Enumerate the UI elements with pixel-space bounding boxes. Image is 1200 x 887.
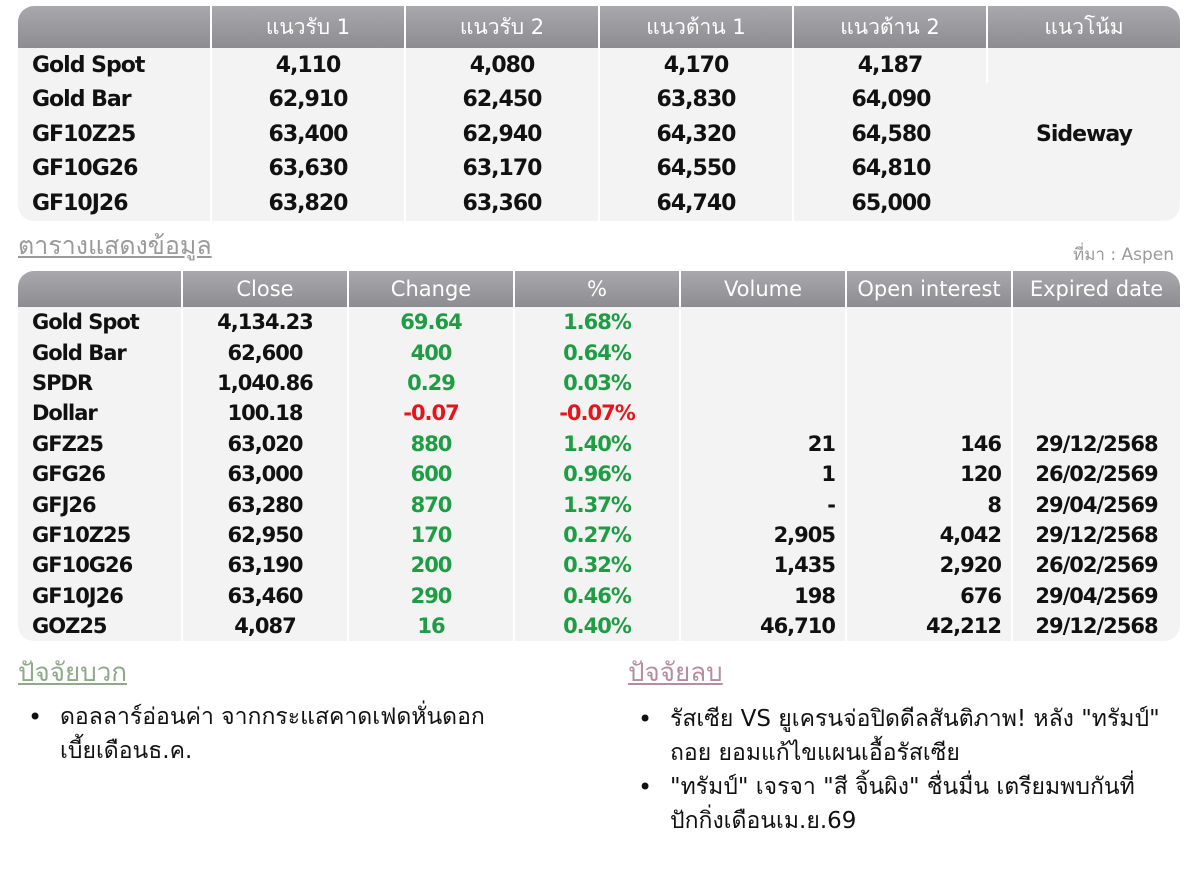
positive-factors-list [18,700,518,768]
open-interest-value [847,368,1013,398]
table-row [18,48,1180,83]
close-value: 63,020 [183,429,349,459]
section-title: ตารางแสดงข้อมูล [18,231,212,260]
instrument-name: GFZ25 [18,429,183,459]
resistance-1-value: 64,740 [600,186,794,221]
open-interest-value: 8 [847,489,1013,519]
negative-factors-title: ปัจจัยลบ [628,658,723,688]
resistance-1-value: 4,170 [600,48,794,83]
resistance-2-value: 64,810 [794,152,988,187]
volume-value: 2,905 [681,520,847,550]
expired-date-value: 26/02/2569 [1013,459,1180,489]
instrument-name: Gold Spot [18,48,212,83]
expired-date-value: 29/12/2568 [1013,429,1180,459]
change-value: 200 [349,550,515,580]
open-interest-value: 676 [847,581,1013,611]
close-value: 62,600 [183,337,349,367]
header-trend: แนวโน้ม [988,6,1180,48]
close-value: 4,134.23 [183,307,349,337]
instrument-name: GF10J26 [18,186,212,221]
table-row [18,550,1180,580]
close-value: 100.18 [183,398,349,428]
table-row [18,459,1180,489]
percent-value: -0.07% [515,398,681,428]
support-table-header [18,6,1180,48]
close-value: 4,087 [183,611,349,641]
instrument-name: Gold Spot [18,307,183,337]
close-value: 63,000 [183,459,349,489]
expired-date-value: 29/12/2568 [1013,520,1180,550]
instrument-name: GOZ25 [18,611,183,641]
change-value: 880 [349,429,515,459]
percent-value: 0.96% [515,459,681,489]
volume-value: 21 [681,429,847,459]
header-volume: Volume [681,271,847,307]
volume-value: 1 [681,459,847,489]
resistance-1-value: 64,320 [600,117,794,152]
volume-value [681,368,847,398]
trend-value: Sideway [988,48,1180,221]
open-interest-value: 120 [847,459,1013,489]
instrument-name: SPDR [18,368,183,398]
percent-value: 1.40% [515,429,681,459]
change-value: -0.07 [349,398,515,428]
open-interest-value: 146 [847,429,1013,459]
table-row [18,337,1180,367]
header-percent: % [515,271,681,307]
table-row [18,307,1180,337]
volume-value: 46,710 [681,611,847,641]
instrument-name: Dollar [18,398,183,428]
header-support-1: แนวรับ 1 [212,6,406,48]
negative-factors-list [628,702,1173,838]
volume-value [681,307,847,337]
table-row [18,398,1180,428]
change-value: 69.64 [349,307,515,337]
header-resistance-2: แนวต้าน 2 [794,6,988,48]
header-resistance-1: แนวต้าน 1 [600,6,794,48]
volume-value: - [681,489,847,519]
instrument-name: Gold Bar [18,83,212,118]
volume-value: 1,435 [681,550,847,580]
open-interest-value [847,398,1013,428]
change-value: 400 [349,337,515,367]
instrument-name: GF10J26 [18,581,183,611]
resistance-1-value: 63,830 [600,83,794,118]
table-row [18,429,1180,459]
table-row [18,489,1180,519]
header-expired-date: Expired date [1013,271,1180,307]
percent-value: 0.27% [515,520,681,550]
percent-value: 1.68% [515,307,681,337]
open-interest-value: 4,042 [847,520,1013,550]
resistance-2-value: 65,000 [794,186,988,221]
close-value: 63,280 [183,489,349,519]
resistance-2-value: 64,090 [794,83,988,118]
header-open-interest: Open interest [847,271,1013,307]
percent-value: 0.40% [515,611,681,641]
change-value: 0.29 [349,368,515,398]
percent-value: 0.03% [515,368,681,398]
expired-date-value [1013,337,1180,367]
resistance-2-value: 4,187 [794,48,988,83]
close-value: 1,040.86 [183,368,349,398]
header-cell [18,6,212,48]
header-change: Change [349,271,515,307]
data-table-header [18,271,1180,307]
volume-value: 198 [681,581,847,611]
percent-value: 0.64% [515,337,681,367]
table-row [18,520,1180,550]
open-interest-value: 2,920 [847,550,1013,580]
volume-value [681,337,847,367]
source-note: ที่มา : Aspen [1072,245,1174,265]
data-table-body [18,307,1180,641]
instrument-name: GFJ26 [18,489,183,519]
instrument-name: GF10G26 [18,550,183,580]
instrument-name: GF10Z25 [18,117,212,152]
support-2-value: 62,450 [406,83,600,118]
resistance-1-value: 64,550 [600,152,794,187]
support-resistance-table [18,6,1180,221]
support-2-value: 62,940 [406,117,600,152]
list-item: • รัสเซีย VS ยูเครนจ่อปิดดีลสันติภาพ! หลัง "ทรัมป์" ถอย ยอมแก้ไขแผนเอื้อรัสเซีย [628,702,1173,770]
expired-date-value: 29/12/2568 [1013,611,1180,641]
support-1-value: 63,630 [212,152,406,187]
close-value: 63,190 [183,550,349,580]
close-value: 62,950 [183,520,349,550]
open-interest-value [847,307,1013,337]
support-2-value: 4,080 [406,48,600,83]
change-value: 16 [349,611,515,641]
header-close: Close [183,271,349,307]
instrument-name: GF10Z25 [18,520,183,550]
expired-date-value [1013,398,1180,428]
table-row [18,611,1180,641]
change-value: 600 [349,459,515,489]
expired-date-value: 29/04/2569 [1013,581,1180,611]
support-2-value: 63,170 [406,152,600,187]
open-interest-value: 42,212 [847,611,1013,641]
table-row [18,368,1180,398]
change-value: 170 [349,520,515,550]
table-row [18,581,1180,611]
positive-factors-title: ปัจจัยบวก [18,658,128,688]
percent-value: 0.46% [515,581,681,611]
instrument-name: Gold Bar [18,337,183,367]
support-1-value: 62,910 [212,83,406,118]
change-value: 290 [349,581,515,611]
support-1-value: 4,110 [212,48,406,83]
change-value: 870 [349,489,515,519]
support-1-value: 63,400 [212,117,406,152]
open-interest-value [847,337,1013,367]
expired-date-value: 26/02/2569 [1013,550,1180,580]
expired-date-value [1013,368,1180,398]
header-support-2: แนวรับ 2 [406,6,600,48]
close-value: 63,460 [183,581,349,611]
instrument-name: GFG26 [18,459,183,489]
volume-value [681,398,847,428]
header-cell [18,271,183,307]
expired-date-value: 29/04/2569 [1013,489,1180,519]
list-item: • "ทรัมป์" เจรจา "สี จิ้นผิง" ชื่นมื่น เตรียมพบกันที่ปักกิ่งเดือนเม.ย.69 [628,770,1173,838]
percent-value: 0.32% [515,550,681,580]
resistance-2-value: 64,580 [794,117,988,152]
instrument-name: GF10G26 [18,152,212,187]
expired-date-value [1013,307,1180,337]
market-data-table [18,271,1180,641]
support-1-value: 63,820 [212,186,406,221]
list-item: • ดอลลาร์อ่อนค่า จากกระแสคาดเฟดหั่นดอกเบี้ยเดือนธ.ค. [18,700,518,768]
support-2-value: 63,360 [406,186,600,221]
percent-value: 1.37% [515,489,681,519]
